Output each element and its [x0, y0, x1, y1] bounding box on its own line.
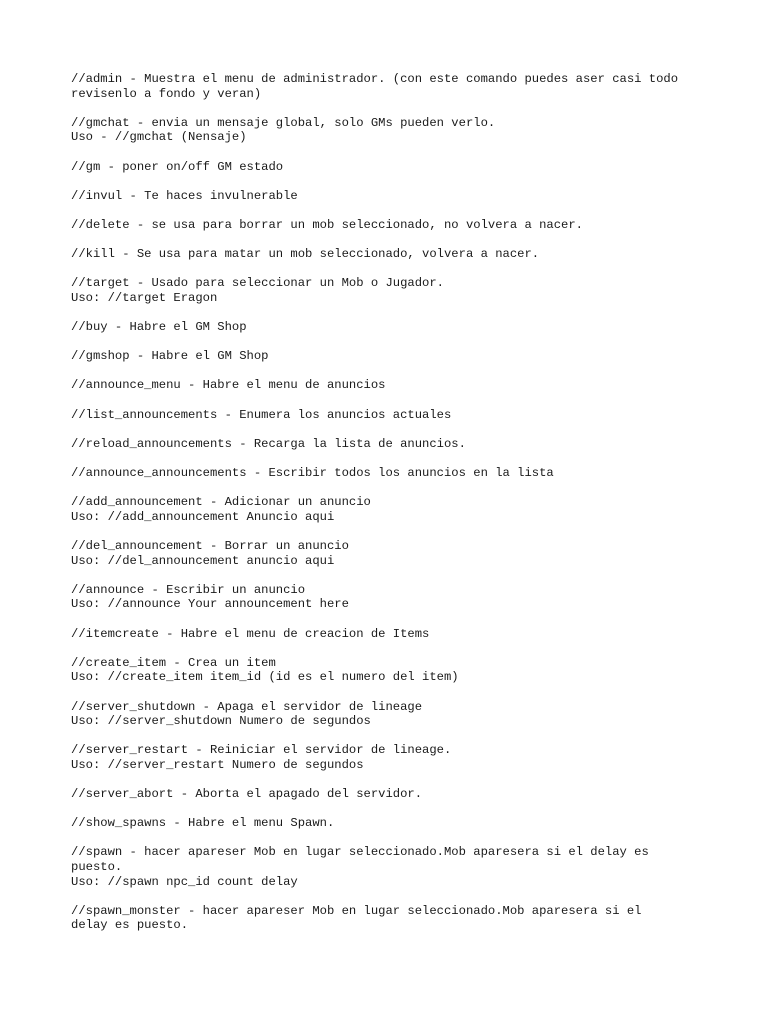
- command-description-line: //itemcreate - Habre el menu de creacion de Items: [71, 626, 430, 641]
- command-usage-line: Uso: //server_restart Numero de segundos: [71, 757, 364, 772]
- command-description-line: //delete - se usa para borrar un mob seleccionado, no volvera a nacer.: [71, 217, 583, 232]
- command-paragraph: [71, 466, 711, 481]
- command-paragraph: [71, 349, 711, 364]
- command-paragraph: [71, 320, 711, 335]
- command-paragraph: [71, 247, 711, 262]
- command-description-line: //create_item - Crea un item: [71, 655, 276, 670]
- command-paragraph: [71, 276, 711, 305]
- command-description-line: //admin - Muestra el menu de administrador. (con este comando puedes aser casi todo: [71, 72, 679, 86]
- command-description-line: //announce_announcements - Escribir todos los anuncios en la lista: [71, 466, 554, 481]
- command-description-line: //invul - Te haces invulnerable: [71, 188, 298, 203]
- command-paragraph: [71, 743, 711, 772]
- command-description-line: //gmchat - envia un mensaje global, solo GMs pueden verlo.: [71, 115, 496, 130]
- command-paragraph: [71, 816, 711, 831]
- command-paragraph: [71, 378, 711, 393]
- command-description-line: //del_announcement - Borrar un anuncio: [71, 539, 349, 553]
- command-usage-line: Uso: //del_announcement anuncio aqui: [71, 553, 335, 568]
- command-usage-line: puesto.: [71, 860, 123, 875]
- command-paragraph: [71, 583, 711, 612]
- command-paragraph: [71, 160, 711, 175]
- command-paragraph: [71, 437, 711, 452]
- command-description-line: //server_shutdown - Apaga el servidor de lineage: [71, 699, 423, 714]
- command-description-line: //gmshop - Habre el GM Shop: [71, 349, 269, 364]
- command-description-line: //kill - Se usa para matar un mob seleccionado, volvera a nacer.: [71, 247, 540, 262]
- document-page: [71, 72, 711, 948]
- command-paragraph: [71, 408, 711, 423]
- command-usage-line: Uso: //announce Your announcement here: [71, 597, 349, 612]
- command-paragraph: [71, 189, 711, 204]
- command-paragraph: [71, 495, 711, 524]
- command-usage-line: revisenlo a fondo y veran): [71, 86, 262, 101]
- command-paragraph: [71, 539, 711, 568]
- command-description-line: //spawn_monster - hacer apareser Mob en lugar seleccionado.Mob aparesera si el: [71, 903, 642, 918]
- command-paragraph: [71, 845, 711, 889]
- command-description-line: //server_restart - Reiniciar el servidor de lineage.: [71, 743, 452, 758]
- command-paragraph: [71, 116, 711, 145]
- command-paragraph: [71, 904, 711, 933]
- command-usage-line: Uso: //add_announcement Anuncio aqui: [71, 509, 335, 524]
- command-description-line: //spawn - hacer apareser Mob en lugar seleccionado.Mob aparesera si el delay es: [71, 845, 649, 860]
- command-description-line: //server_abort - Aborta el apagado del servidor.: [71, 787, 423, 802]
- command-usage-line: delay es puesto.: [71, 918, 189, 933]
- command-paragraph: [71, 627, 711, 642]
- command-usage-line: Uso: //server_shutdown Numero de segundos: [71, 714, 371, 729]
- command-description-line: //buy - Habre el GM Shop: [71, 320, 247, 335]
- command-usage-line: Uso: //create_item item_id (id es el numero del item): [71, 670, 459, 685]
- command-description-line: //add_announcement - Adicionar un anuncio: [71, 495, 371, 510]
- command-description-line: //list_announcements - Enumera los anuncios actuales: [71, 407, 452, 422]
- command-usage-line: Uso: //target Eragon: [71, 290, 218, 305]
- command-description-line: //reload_announcements - Recarga la lista de anuncios.: [71, 436, 466, 451]
- command-description-line: //announce_menu - Habre el menu de anuncios: [71, 378, 386, 393]
- command-paragraph: [71, 787, 711, 802]
- command-usage-line: Uso - //gmchat (Nensaje): [71, 130, 247, 145]
- command-description-line: //gm - poner on/off GM estado: [71, 159, 284, 174]
- command-usage-line: Uso: //spawn npc_id count delay: [71, 874, 298, 889]
- command-description-line: //target - Usado para seleccionar un Mob o Jugador.: [71, 276, 444, 291]
- command-description-line: //announce - Escribir un anuncio: [71, 582, 306, 597]
- command-paragraph: [71, 700, 711, 729]
- command-description-line: //show_spawns - Habre el menu Spawn.: [71, 816, 335, 831]
- command-paragraph: [71, 72, 711, 101]
- command-paragraph: [71, 218, 711, 233]
- command-paragraph: [71, 656, 711, 685]
